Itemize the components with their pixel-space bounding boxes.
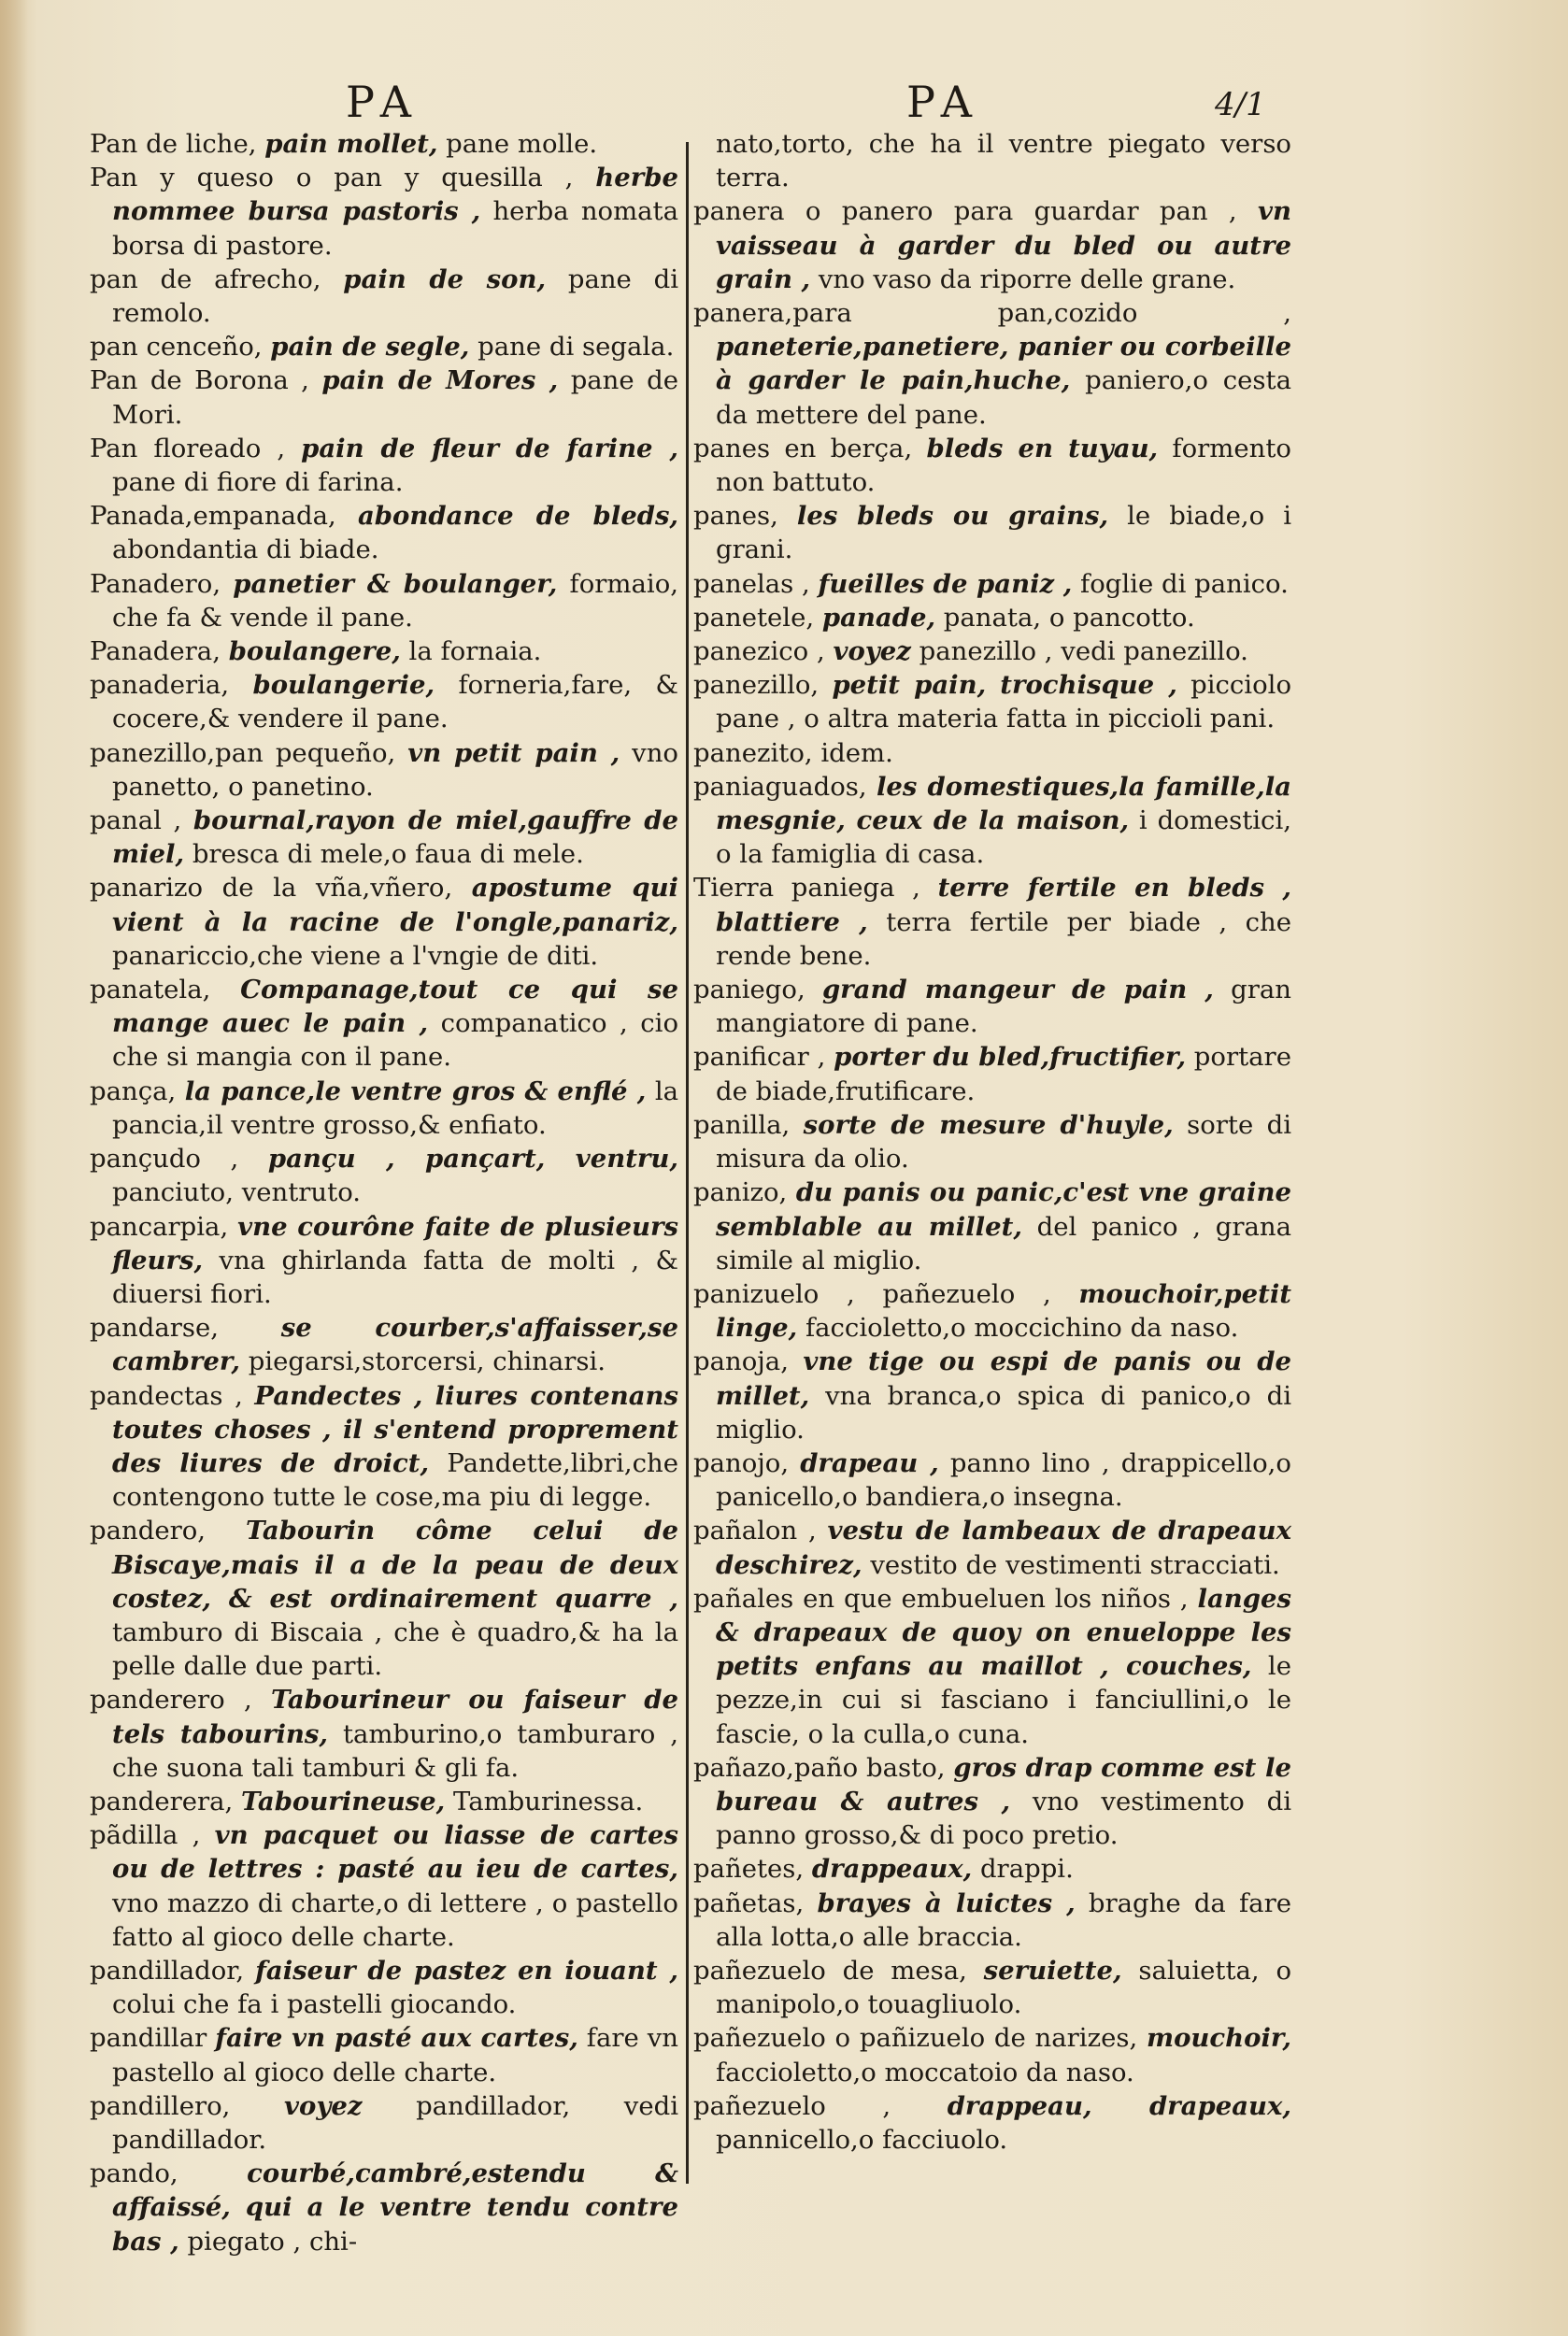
italian-gloss: sorte di misura da olio. — [716, 1109, 1291, 1175]
french-gloss: mouchoir, — [1146, 2023, 1291, 2054]
spanish-headword: panaderia, — [90, 670, 230, 701]
spanish-headword: pandarse, — [90, 1313, 219, 1344]
spanish-headword: panarizo de la vña,vñero, — [90, 873, 453, 904]
french-gloss: porter du bled,fructifier, — [834, 1042, 1187, 1073]
spanish-headword: pançudo , — [90, 1144, 239, 1175]
french-gloss: boulangerie, — [252, 670, 435, 701]
running-header-right: PA — [906, 77, 981, 127]
dictionary-entry — [90, 973, 678, 1075]
right-column — [693, 127, 1291, 2157]
italian-gloss: pane di fiore di farina. — [112, 467, 404, 498]
dictionary-entry — [90, 2089, 678, 2157]
italian-gloss: vna branca,o spica di panico,o di miglio. — [716, 1380, 1291, 1445]
dictionary-entry — [90, 263, 678, 330]
italian-gloss: vno panetto, o panetino. — [112, 737, 678, 802]
dictionary-entry — [693, 432, 1291, 499]
spanish-headword: panes en berça, — [693, 433, 913, 463]
spanish-headword: Pan floreado , — [90, 433, 286, 463]
italian-gloss: formaio, che fa & vende il pane. — [112, 568, 678, 633]
italian-gloss: fare vn pastello al gioco delle charte. — [112, 2023, 678, 2087]
spanish-headword: Panadero, — [90, 568, 221, 599]
spanish-headword: pañezuelo , — [693, 2090, 891, 2121]
french-gloss: langes & drapeaux de quoy on enueloppe les petits enfans au maillot , couches, — [716, 1583, 1291, 1682]
dictionary-entry — [693, 1514, 1291, 1581]
italian-gloss: vno mazzo di charte,o di lettere , o pastello fatto al gioco delle charte. — [112, 1887, 678, 1952]
french-gloss: Tabourineur ou faiseur de tels tabourins, — [112, 1685, 678, 1749]
french-gloss: vn pacquet ou liasse de cartes ou de lettres : pasté au ieu de cartes, — [112, 1820, 679, 1885]
italian-gloss: colui che fa i pastelli giocando. — [112, 1989, 517, 2020]
dictionary-entry — [693, 1108, 1291, 1175]
spanish-headword: panificar , — [693, 1042, 826, 1073]
dictionary-entry — [90, 1379, 678, 1515]
italian-gloss: companatico , cio che si mangia con il pane. — [112, 1008, 679, 1073]
spanish-headword: panera,para pan,cozido , — [693, 298, 1291, 329]
italian-gloss: drappi. — [979, 1854, 1074, 1885]
french-gloss: pain de Mores , — [321, 365, 559, 396]
page-gutter-shadow — [0, 0, 28, 2336]
spanish-headword: panezico , — [693, 636, 825, 667]
french-gloss: voyez — [284, 2090, 363, 2121]
dictionary-entry — [693, 1175, 1291, 1277]
spanish-headword: panoja, — [693, 1346, 789, 1377]
spanish-headword: pandillero, — [90, 2090, 231, 2121]
italian-gloss: Pandette,libri,che contengono tutte le cose,ma piu di legge. — [112, 1447, 678, 1513]
spanish-headword: Pan y queso o pan y quesilla , — [90, 163, 574, 193]
dictionary-entry — [90, 871, 678, 973]
italian-gloss: forneria,fare, & cocere,& vendere il pane. — [112, 670, 678, 734]
french-gloss: panade, — [821, 602, 936, 633]
italian-gloss: le pezze,in cui si fasciano i fanciullini,o le fascie, o la culla,o cuna. — [716, 1651, 1291, 1749]
dictionary-entry — [90, 1514, 678, 1683]
french-gloss: grand mangeur de pain , — [821, 975, 1214, 1005]
french-gloss: apostume qui vient à la racine de l'ongle,panariz, — [112, 873, 679, 937]
italian-gloss: formento non battuto. — [716, 433, 1291, 498]
dictionary-entry — [90, 1142, 678, 1209]
italian-gloss: Tamburinessa. — [452, 1786, 644, 1816]
dictionary-entry — [693, 770, 1291, 872]
running-header-left: PA — [346, 77, 421, 127]
spanish-headword: panilla, — [693, 1109, 791, 1140]
dictionary-entry — [90, 634, 678, 668]
french-gloss: les domestiques,la famille,la mesgnie, ceux de la maison, — [716, 771, 1291, 836]
dictionary-entry — [693, 1345, 1291, 1446]
spanish-headword: pañetas, — [693, 1887, 805, 1918]
spanish-headword: Panadera, — [90, 636, 221, 667]
french-gloss: gros drap comme est le bureau & autres , — [716, 1752, 1291, 1816]
spanish-headword: pañezuelo o pañizuelo de narizes, — [693, 2023, 1138, 2054]
spanish-headword: paniaguados, — [693, 771, 867, 802]
italian-gloss: saluietta, o manipolo,o touagliuolo. — [716, 1955, 1292, 2020]
dictionary-entry — [90, 161, 678, 263]
spanish-headword: panderero , — [90, 1685, 252, 1716]
dictionary-entry — [693, 127, 1291, 194]
italian-gloss: piegato , chi- — [187, 2226, 358, 2257]
dictionary-entry — [90, 1785, 678, 1818]
spanish-headword: panezillo, — [693, 670, 820, 701]
french-gloss: herbe nommee bursa pastoris , — [112, 163, 678, 227]
dictionary-entry — [693, 2021, 1291, 2088]
spanish-headword: panizo, — [693, 1177, 788, 1208]
french-gloss: Pandectes , liures contenans toutes choses , il s'entend proprement des liures de droict, — [112, 1380, 678, 1478]
italian-gloss: pane molle. — [446, 129, 598, 159]
spanish-headword: panelas , — [693, 568, 810, 599]
dictionary-entry — [90, 804, 678, 871]
dictionary-entry — [90, 2021, 678, 2088]
dictionary-entry — [90, 127, 678, 161]
italian-gloss: terra fertile per biade , che rende bene. — [716, 906, 1291, 971]
dictionary-entry — [693, 668, 1291, 735]
french-gloss: faiseur de pastez en iouant , — [255, 1955, 678, 1986]
french-gloss: la pance,le ventre gros & enflé , — [184, 1075, 647, 1106]
french-gloss: vn vaisseau à garder du bled ou autre grain , — [716, 196, 1291, 294]
dictionary-entry — [90, 567, 678, 634]
italian-gloss: paniero,o cesta da mettere del pane. — [716, 365, 1291, 430]
french-gloss: mouchoir,petit linge, — [716, 1278, 1291, 1344]
dictionary-entry — [693, 1277, 1291, 1345]
italian-gloss: del panico , grana simile al miglio. — [716, 1211, 1291, 1275]
spanish-headword: panatela, — [90, 975, 211, 1005]
dictionary-entry — [693, 601, 1291, 634]
spanish-headword: pãdilla , — [90, 1820, 201, 1851]
french-gloss: pain de fleur de farine , — [301, 433, 678, 463]
italian-gloss: nato,torto, che ha il ventre piegato verso terra. — [716, 129, 1291, 193]
french-gloss: terre fertile en bleds , blattiere , — [716, 873, 1291, 937]
spanish-headword: Pan de Borona , — [90, 365, 309, 396]
dictionary-entry — [693, 194, 1291, 296]
spanish-headword: panezillo,pan pequeño, — [90, 737, 396, 768]
italian-gloss: vestito de vestimenti stracciati. — [870, 1549, 1280, 1580]
french-gloss: bournal,rayon de miel,gauffre de miel, — [112, 805, 679, 870]
spanish-headword: pan cenceño, — [90, 332, 263, 363]
spanish-headword: pandero, — [90, 1516, 207, 1546]
italian-gloss: abondantia di biade. — [112, 534, 379, 565]
italian-gloss: faccioletto,o moccichino da naso. — [805, 1313, 1239, 1344]
dictionary-entry — [90, 432, 678, 499]
french-gloss: drappeau, drapeaux, — [947, 2090, 1291, 2121]
left-column — [90, 127, 678, 2258]
italian-gloss: foglie di panico. — [1080, 568, 1289, 599]
dictionary-entry — [693, 1954, 1291, 2021]
dictionary-entry — [693, 1751, 1291, 1853]
italian-gloss: gran mangiatore di pane. — [716, 975, 1291, 1039]
spanish-headword: Panada,empanada, — [90, 501, 336, 532]
dictionary-entry — [90, 1818, 678, 1954]
dictionary-entry — [693, 1582, 1291, 1751]
french-gloss: Tabourineuse, — [241, 1786, 446, 1816]
italian-gloss: pannicello,o facciuolo. — [716, 2124, 1008, 2155]
dictionary-entry — [90, 1954, 678, 2021]
french-gloss: vne tige ou espi de panis ou de millet, — [716, 1346, 1292, 1411]
dictionary-entry — [90, 499, 678, 566]
french-gloss: pain mollet, — [264, 129, 438, 159]
spanish-headword: pañetes, — [693, 1854, 805, 1885]
french-gloss: se courber,s'affaisser,se cambrer, — [112, 1313, 678, 1377]
italian-gloss: herba nomata borsa di pastore. — [112, 196, 678, 261]
italian-gloss: vna ghirlanda fatta de molti , & diuersi fiori. — [112, 1245, 678, 1309]
spanish-headword: paniego, — [693, 975, 805, 1005]
french-gloss: paneterie,panetiere, panier ou corbeille à garder le pain,huche, — [716, 332, 1291, 396]
italian-gloss: tamburo di Biscaia , che è quadro,& ha la pelle dalle due parti. — [112, 1617, 678, 1682]
dictionary-entry — [693, 634, 1291, 668]
spanish-headword: pandectas , — [90, 1380, 243, 1411]
french-gloss: pançu , pançart, ventru, — [267, 1144, 678, 1175]
french-gloss: vestu de lambeaux de drapeaux deschirez, — [716, 1516, 1291, 1580]
spanish-headword: panal , — [90, 805, 182, 836]
dictionary-entry — [693, 1852, 1291, 1886]
dictionary-entry — [693, 499, 1291, 566]
french-gloss: bleds en tuyau, — [926, 433, 1159, 463]
french-gloss: boulangere, — [228, 636, 401, 667]
italian-gloss: braghe da fare alla lotta,o alle braccia. — [716, 1887, 1291, 1952]
italian-gloss: picciolo pane , o altra materia fatta in piccioli pani. — [716, 670, 1292, 734]
spanish-headword: Pan de liche, — [90, 129, 257, 159]
dictionary-entry — [693, 871, 1291, 973]
italian-gloss: portare de biade,frutificare. — [716, 1042, 1291, 1106]
spanish-headword: Tierra paniega , — [693, 873, 920, 904]
spanish-headword: panetele, — [693, 602, 815, 633]
dictionary-entry — [693, 2089, 1291, 2157]
spanish-headword: panizuelo , pañezuelo , — [693, 1278, 1051, 1309]
dictionary-entry — [693, 567, 1291, 601]
dictionary-entry — [90, 1075, 678, 1142]
italian-gloss: vno vaso da riporre delle grane. — [818, 264, 1236, 294]
italian-gloss: pane de Mori. — [112, 365, 678, 430]
italian-gloss: piegarsi,storcersi, chinarsi. — [248, 1346, 606, 1377]
spanish-headword: pan de afrecho, — [90, 264, 321, 294]
dictionary-entry — [693, 1446, 1291, 1514]
spanish-headword: panezito, idem. — [693, 737, 893, 768]
spanish-headword: panojo, — [693, 1447, 790, 1478]
italian-gloss: le biade,o i grani. — [716, 501, 1292, 565]
italian-gloss: vno vestimento di panno grosso,& di poco pretio. — [716, 1786, 1291, 1851]
dictionary-entry — [90, 1210, 678, 1312]
italian-gloss: panariccio,che viene a l'vngie de diti. — [112, 940, 599, 971]
italian-gloss: panata, o pancotto. — [943, 602, 1195, 633]
italian-gloss: pane di remolo. — [112, 264, 678, 329]
dictionary-entry — [90, 668, 678, 735]
dictionary-entry — [693, 1887, 1291, 1954]
french-gloss: brayes à luictes , — [817, 1887, 1076, 1918]
italian-gloss: pandillador, vedi pandillador. — [112, 2090, 678, 2155]
dictionary-entry — [90, 330, 678, 363]
french-gloss: panetier & boulanger, — [233, 568, 558, 599]
dictionary-entry — [90, 1683, 678, 1785]
folio-number: 4/1 — [1215, 86, 1266, 123]
french-gloss: voyez — [833, 636, 911, 667]
italian-gloss: tamburino,o tamburaro , che suona tali tamburi & gli fa. — [112, 1718, 678, 1783]
dictionary-entry — [90, 363, 678, 431]
spanish-headword: pañalon , — [693, 1516, 817, 1546]
french-gloss: courbé,cambré,estendu & affaissé, qui a le ventre tendu contre bas , — [112, 2158, 678, 2257]
french-gloss: les bleds ou grains, — [796, 501, 1109, 532]
spanish-headword: pança, — [90, 1075, 177, 1106]
italian-gloss: i domestici, o la famiglia di casa. — [716, 805, 1291, 870]
french-gloss: fueilles de paniz , — [818, 568, 1073, 599]
spanish-headword: pandillador, — [90, 1955, 245, 1986]
column-divider — [686, 142, 689, 2184]
french-gloss: sorte de mesure d'huyle, — [803, 1109, 1174, 1140]
italian-gloss: bresca di mele,o faua di mele. — [192, 839, 584, 870]
french-gloss: vne courône faite de plusieurs fleurs, — [112, 1211, 678, 1275]
spanish-headword: pando, — [90, 2158, 178, 2189]
french-gloss: faire vn pasté aux cartes, — [215, 2023, 578, 2054]
dictionary-entry — [90, 2157, 678, 2258]
spanish-headword: pañales en que embueluen los niños , — [693, 1583, 1189, 1614]
french-gloss: abondance de bleds, — [357, 501, 678, 532]
french-gloss: petit pain, trochisque , — [832, 670, 1177, 701]
dictionary-entry — [693, 296, 1291, 432]
spanish-headword: pañezuelo de mesa, — [693, 1955, 967, 1986]
italian-gloss: la pancia,il ventre grosso,& enfiato. — [112, 1075, 679, 1140]
french-gloss: du panis ou panic,c'est vne graine semblable au millet, — [716, 1177, 1291, 1242]
french-gloss: drappeaux, — [811, 1854, 973, 1885]
spanish-headword: pandillar — [90, 2023, 207, 2054]
french-gloss: pain de segle, — [270, 332, 470, 363]
french-gloss: Companage,tout ce qui se mange auec le pain , — [112, 975, 678, 1039]
dictionary-entry — [90, 1311, 678, 1378]
italian-gloss: panezillo , vedi panezillo. — [919, 636, 1248, 667]
french-gloss: vn petit pain , — [407, 737, 620, 768]
dictionary-entry — [693, 736, 1291, 770]
spanish-headword: panes, — [693, 501, 778, 532]
italian-gloss: panciuto, ventruto. — [112, 1177, 362, 1208]
dictionary-entry — [693, 1040, 1291, 1107]
spanish-headword: panderera, — [90, 1786, 234, 1816]
italian-gloss: la fornaia. — [408, 636, 542, 667]
spanish-headword: pancarpia, — [90, 1211, 229, 1242]
french-gloss: drapeau , — [800, 1447, 939, 1478]
spanish-headword: panera o panero para guardar pan , — [693, 196, 1237, 227]
french-gloss: Tabourin côme celui de Biscaye,mais il a de la peau de deux costez, & est ordinairement quarre , — [112, 1516, 678, 1614]
dictionary-entry — [90, 736, 678, 804]
italian-gloss: pane di segala. — [478, 332, 675, 363]
italian-gloss: faccioletto,o moccatoio da naso. — [716, 2057, 1134, 2087]
french-gloss: pain de son, — [343, 264, 547, 294]
spanish-headword: pañazo,paño basto, — [693, 1752, 946, 1783]
french-gloss: seruiette, — [983, 1955, 1122, 1986]
italian-gloss: panno lino , drappicello,o panicello,o bandiera,o insegna. — [716, 1447, 1291, 1513]
dictionary-entry — [693, 973, 1291, 1040]
